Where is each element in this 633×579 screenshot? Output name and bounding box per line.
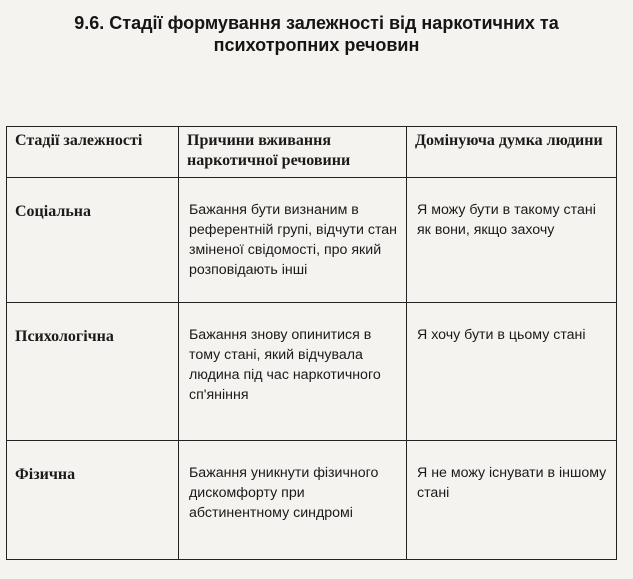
stage-name: Соціальна xyxy=(15,203,92,220)
reason-cell xyxy=(179,178,407,303)
section-title-line-1: 9.6. Стадії формування залежності від наркотичних та xyxy=(74,13,559,33)
section-title-line-2: психотропних речовин xyxy=(213,35,420,55)
thought-text: Я можу бути в такому стані як вони, якщо захочу xyxy=(417,202,596,238)
reason-text: Бажання бути визнаним в референтній групі, відчути стан зміненої свідомості, про який розповідають інші xyxy=(189,202,398,278)
stage-cell xyxy=(7,303,179,441)
stage-cell xyxy=(7,441,179,560)
reason-cell xyxy=(179,303,407,441)
header-reasons: Причини вживання наркотичної речовини xyxy=(187,132,351,169)
reason-text: Бажання знову опинитися в тому стані, який відчувала людина під час наркотичного сп'яніння xyxy=(189,327,381,403)
table-row xyxy=(7,178,617,303)
stage-name: Фізична xyxy=(15,466,76,483)
thought-cell xyxy=(407,441,617,560)
dependency-stages-table xyxy=(6,126,617,560)
header-cell-thought xyxy=(407,127,617,178)
section-title xyxy=(20,12,613,56)
stage-cell xyxy=(7,178,179,303)
stage-name: Психологічна xyxy=(15,328,114,345)
thought-text: Я хочу бути в цьому стані xyxy=(417,327,586,343)
thought-text: Я не можу існувати в іншому стані xyxy=(417,465,607,501)
header-cell-reasons xyxy=(179,127,407,178)
header-stages: Стадії залежності xyxy=(15,132,143,149)
header-cell-stages xyxy=(7,127,179,178)
header-thought: Домінуюча думка людини xyxy=(415,132,603,149)
table-row xyxy=(7,303,617,441)
thought-cell xyxy=(407,178,617,303)
table-row xyxy=(7,441,617,560)
reason-cell xyxy=(179,441,407,560)
reason-text: Бажання уникнути фізичного дискомфорту при абстинентному синдромі xyxy=(189,465,379,521)
table-header-row xyxy=(7,127,617,178)
thought-cell xyxy=(407,303,617,441)
